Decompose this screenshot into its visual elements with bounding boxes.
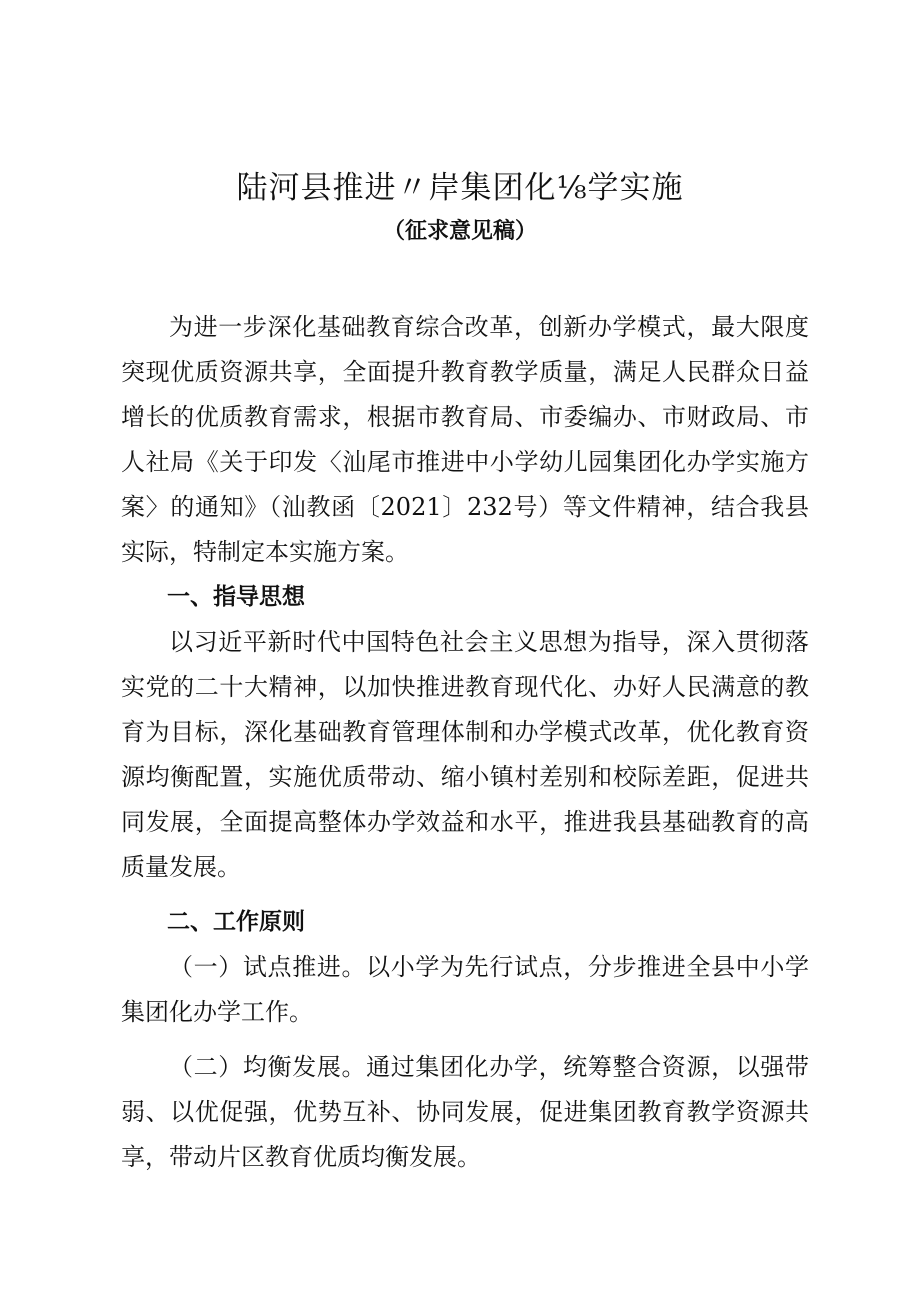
principle-balanced-paragraph: （二）均衡发展。通过集团化办学，统筹整合资源，以强带弱、以优促强，优势互补、协同发展，促进集团教育教学资源共享，带动片区教育优质均衡发展。 — [121, 1053, 809, 1171]
guiding-ideology-paragraph: 以习近平新时代中国特色社会主义思想为指导，深入贯彻落实党的二十大精神，以加快推进教育现代化、办好人民满意的教育为目标，深化基础教育管理体制和办学模式改革，优化教育资源均衡配置，实施优质带动、缩小镇村差别和校际差距，促进共同发展，全面提高整体办学效益和水平，推进我县基础教育的高质量发展。 — [121, 628, 809, 881]
document-body — [121, 305, 809, 1180]
principle-pilot-paragraph: （一）试点推进。以小学为先行试点，分步推进全县中小学集团化办学工作。 — [121, 953, 809, 1026]
intro-paragraph: 为进一步深化基础教育综合改革，创新办学模式，最大限度突现优质资源共享，全面提升教育教学质量，满足人民群众日益增长的优质教育需求，根据市教育局、市委编办、市财政局、市人社局《关于印发〈汕尾市推进中小学幼儿园集团化办学实施方案〉的通知》（汕教函〔2021〕232号）等文件精神，结合我县实际，特制定本实施方案。 — [121, 313, 809, 566]
section-heading-work-principles: 二、工作原则 — [167, 909, 305, 935]
document-subtitle: （征求意见稿） — [382, 219, 537, 244]
section-heading-guiding-ideology: 一、指导思想 — [167, 584, 305, 610]
document-title: 陆河县推进〃岸集团化⅛学实施 — [236, 170, 684, 206]
